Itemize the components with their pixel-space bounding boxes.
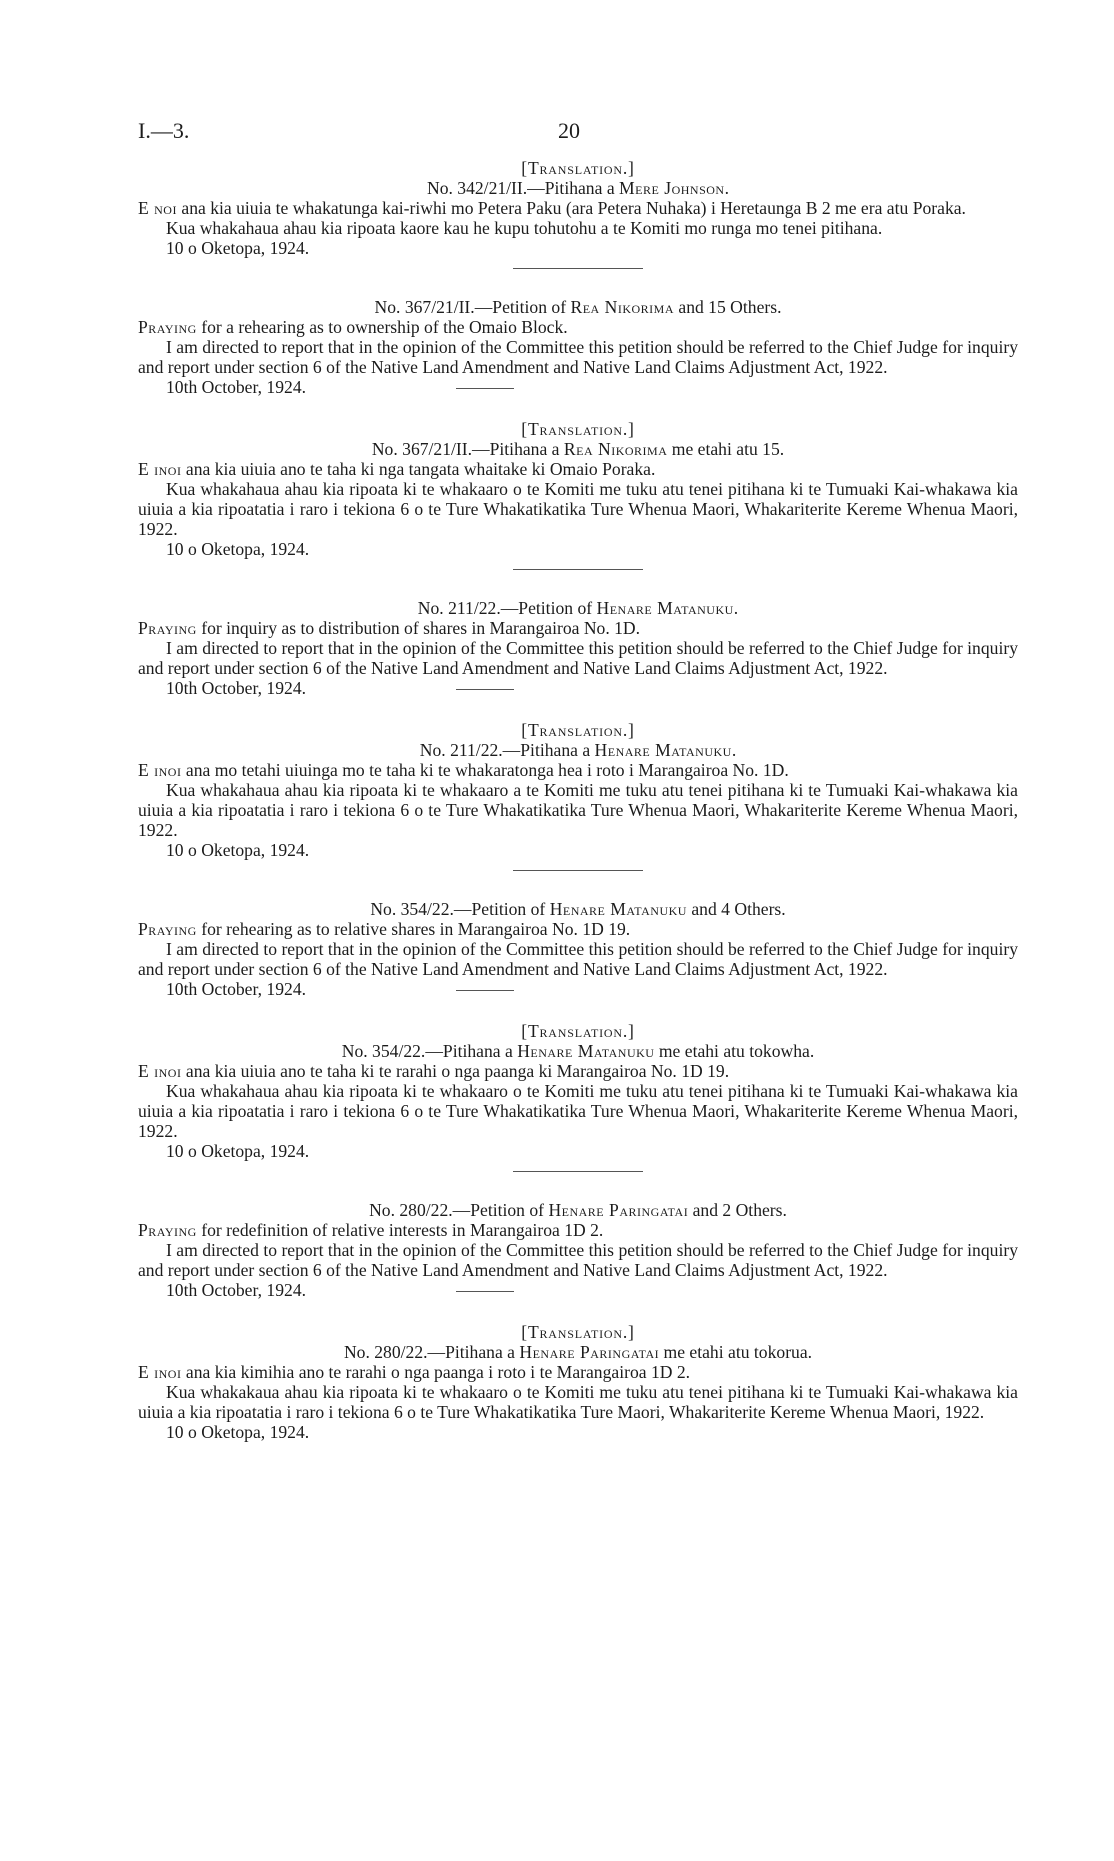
section-divider (456, 990, 514, 991)
section-divider (513, 569, 643, 570)
section-divider (456, 388, 514, 389)
section-date: 10th October, 1924. (138, 1280, 1018, 1300)
page-number: 20 (558, 118, 580, 143)
petition-section (138, 297, 1018, 419)
section-heading: No. 211/22.—Petition of Henare Matanuku. (417, 598, 739, 618)
section-divider (513, 268, 643, 269)
document-reference: I.—3. (138, 118, 190, 143)
section-paragraph: E inoi ana kia uiuia ano te taha ki nga tangata whaitake ki Omaio Poraka. (138, 459, 656, 479)
translation-section (138, 1322, 1018, 1442)
section-heading: No. 342/21/II.—Pitihana a Mere Johnson. (426, 178, 729, 198)
translation-section (138, 158, 1018, 269)
petition-section (138, 598, 1018, 720)
section-paragraph: Praying for redefinition of relative interests in Marangairoa 1D 2. (138, 1220, 604, 1240)
petition-section (138, 899, 1018, 1021)
section-paragraph: E inoi ana kia uiuia ano te taha ki te rarahi o nga paanga ki Marangairoa No. 1D 19. (138, 1061, 730, 1081)
translation-label: [Translation.] (521, 419, 635, 439)
section-paragraph: Kua whakahaua ahau kia ripoata ki te whakaaro o te Komiti me tuku atu tenei pitihana ki te Tumuaki Kai-whakawa kia uiuia a kia ripoatatia i raro i tekiona 6 o te Ture Whakatikatika Ture Whenua Maori, Whakariterite Kereme Whenua Maori, 1922. (138, 1081, 1018, 1141)
section-heading: No. 280/22.—Petition of Henare Paringatai and 2 Others. (369, 1200, 787, 1220)
section-date: 10 o Oketopa, 1924. (166, 1141, 310, 1161)
section-divider (513, 870, 643, 871)
section-paragraph: I am directed to report that in the opinion of the Committee this petition should be referred to the Chief Judge for inquiry and report under section 6 of the Native Land Amendment and Native Land Claims Adjustment Act, 1922. (138, 337, 1018, 377)
section-divider (456, 689, 514, 690)
section-paragraph: Kua whakahaua ahau kia ripoata ki te whakaaro a te Komiti me tuku atu tenei pitihana ki te Tumuaki Kai-whakawa kia uiuia a kia ripoatatia i raro i tekiona 6 o te Ture Whakatikatika Ture Whenua Maori, Whakariterite Kereme Whenua Maori, 1922. (138, 780, 1018, 840)
section-heading: No. 354/22.—Pitihana a Henare Matanuku me etahi atu tokowha. (341, 1041, 815, 1061)
section-paragraph: Kua whakahaua ahau kia ripoata kaore kau he kupu tohutohu a te Komiti mo runga mo tenei pitihana. (166, 218, 883, 238)
section-paragraph: E inoi ana mo tetahi uiuinga mo te taha ki te whakaratonga hea i roto i Marangairoa No. 1D. (138, 760, 789, 780)
section-paragraph: Praying for inquiry as to distribution of shares in Marangairoa No. 1D. (138, 618, 641, 638)
section-paragraph: Kua whakahaua ahau kia ripoata ki te whakaaro o te Komiti me tuku atu tenei pitihana ki te Tumuaki Kai-whakawa kia uiuia a kia ripoatatia i raro i tekiona 6 o te Ture Whakatikatika Ture Whenua Maori, Whakariterite Kereme Whenua Maori, 1922. (138, 479, 1018, 539)
section-date: 10 o Oketopa, 1924. (166, 539, 310, 559)
document-page (138, 118, 1018, 1442)
translation-section (138, 419, 1018, 570)
section-divider (513, 1171, 643, 1172)
page-header (138, 118, 1018, 158)
section-paragraph: E noi ana kia uiuia te whakatunga kai-riwhi mo Petera Paku (ara Petera Nuhaka) i Heretaunga B 2 me era atu Poraka. (138, 198, 966, 218)
translation-section (138, 720, 1018, 871)
section-heading: No. 211/22.—Pitihana a Henare Matanuku. (419, 740, 737, 760)
section-paragraph: I am directed to report that in the opinion of the Committee this petition should be referred to the Chief Judge for inquiry and report under section 6 of the Native Land Amendment and Native Land Claims Adjustment Act, 1922. (138, 939, 1018, 979)
translation-label: [Translation.] (521, 1322, 635, 1342)
section-heading: No. 367/21/II.—Pitihana a Rea Nikorima me etahi atu 15. (371, 439, 785, 459)
section-divider (456, 1291, 514, 1292)
section-paragraph: Praying for rehearing as to relative shares in Marangairoa No. 1D 19. (138, 919, 631, 939)
section-date: 10 o Oketopa, 1924. (166, 238, 310, 258)
translation-section (138, 1021, 1018, 1172)
section-paragraph: I am directed to report that in the opinion of the Committee this petition should be referred to the Chief Judge for inquiry and report under section 6 of the Native Land Amendment and Native Land Claims Adjustment Act, 1922. (138, 638, 1018, 678)
section-date: 10th October, 1924. (138, 377, 1018, 397)
section-paragraph: Kua whakakaua ahau kia ripoata ki te whakaaro o te Komiti me tuku atu tenei pitihana ki te Tumuaki Kai-whakawa kia uiuia a kia ripoatatia i raro i tekiona 6 o te Ture Whakatikatika Ture Maori, Whakariterite Kereme Whenua Maori, 1922. (138, 1382, 1018, 1422)
section-heading: No. 280/22.—Pitihana a Henare Paringatai me etahi atu tokorua. (343, 1342, 813, 1362)
section-date: 10 o Oketopa, 1924. (166, 1422, 310, 1442)
section-date: 10th October, 1924. (138, 979, 1018, 999)
translation-label: [Translation.] (521, 720, 635, 740)
section-paragraph: E inoi ana kia kimihia ano te rarahi o nga paanga i roto i te Marangairoa 1D 2. (138, 1362, 691, 1382)
section-paragraph: I am directed to report that in the opinion of the Committee this petition should be referred to the Chief Judge for inquiry and report under section 6 of the Native Land Amendment and Native Land Claims Adjustment Act, 1922. (138, 1240, 1018, 1280)
section-heading: No. 367/21/II.—Petition of Rea Nikorima and 15 Others. (374, 297, 782, 317)
translation-label: [Translation.] (521, 158, 635, 178)
section-date: 10th October, 1924. (138, 678, 1018, 698)
section-heading: No. 354/22.—Petition of Henare Matanuku and 4 Others. (370, 899, 786, 919)
translation-label: [Translation.] (521, 1021, 635, 1041)
section-paragraph: Praying for a rehearing as to ownership of the Omaio Block. (138, 317, 568, 337)
section-date: 10 o Oketopa, 1924. (166, 840, 310, 860)
petition-section (138, 1200, 1018, 1322)
